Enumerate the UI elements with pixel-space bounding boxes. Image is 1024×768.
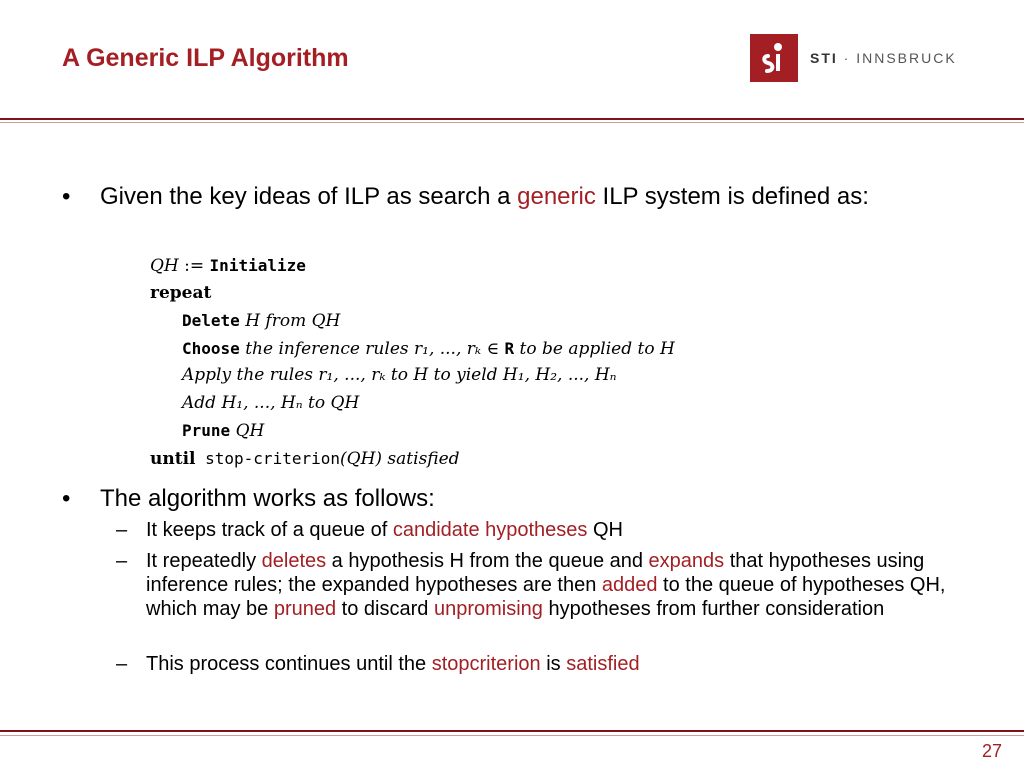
bullet-dot: • (62, 183, 71, 210)
algo-text: QH (230, 421, 265, 441)
algo-var: QH (150, 256, 179, 276)
bullet-text (100, 184, 942, 210)
subbullet-text-part: to the queue of hypotheses QH, which may be (146, 574, 946, 620)
footer-rule-thin (0, 735, 1024, 736)
bullet-dot: • (62, 485, 71, 512)
algo-text: Add H₁, ..., Hₙ to QH (182, 392, 360, 413)
subbullet-queue (116, 518, 966, 542)
algo-line-add (150, 390, 790, 418)
algo-line-prune (150, 417, 790, 445)
algo-line-apply (150, 362, 790, 390)
header-rule (0, 118, 1024, 120)
subbullet-text-part: hypotheses from further consideration (542, 598, 885, 620)
highlight-unpromising: unpromising (433, 598, 543, 620)
subbullet-dash: – (116, 519, 128, 541)
algo-text: satisfied (382, 448, 460, 469)
highlight-deletes: deletes (261, 550, 327, 572)
page-number: 27 (981, 741, 1002, 761)
bullet-text-part: ILP system is defined as: (595, 183, 869, 210)
subbullet-repeatedly (116, 549, 966, 621)
bullet-text: The algorithm works as follows: (100, 485, 435, 512)
algo-keyword: Choose (182, 338, 240, 358)
algo-assign: := (178, 256, 210, 276)
algo-text: Apply the rules r₁, ..., rₖ to H to yield H₁, H₂, ..., Hₙ (182, 365, 617, 385)
algo-keyword: Initialize (209, 256, 306, 275)
highlight-pruned: pruned (273, 598, 337, 620)
subbullet-text-part: It keeps track of a queue of (146, 519, 393, 541)
subbullet-text (146, 549, 966, 621)
bullet-text-part: Given the key ideas of ILP as search a (100, 183, 518, 210)
subbullet-text-part: that hypotheses using inference rules; the expanded hypotheses are then (146, 550, 925, 596)
bullet-generic-ilp (62, 184, 942, 210)
header-rule-thin (0, 122, 1024, 123)
highlight-generic: generic (517, 183, 596, 210)
subbullet-text-part: This process continues until the (146, 653, 432, 675)
subbullet-text-part: a hypothesis H from the queue and (326, 550, 649, 572)
sti-innsbruck-logo (750, 34, 957, 82)
algo-keyword: Delete (182, 311, 240, 330)
subbullet-text-part: to discard (336, 598, 434, 620)
footer-rule (0, 730, 1024, 732)
subbullet-process (116, 652, 966, 676)
subbullet-dash: – (116, 653, 128, 675)
slide-title: A Generic ILP Algorithm (62, 44, 349, 72)
highlight-candidate-hypotheses: candidate hypotheses (392, 519, 588, 541)
algo-keyword: Prune (182, 421, 231, 440)
highlight-added: added (601, 574, 658, 596)
algo-text: the inference rules r₁, ..., rₖ ∈ (239, 338, 505, 359)
sti-logo-icon (750, 34, 798, 82)
algo-text: H from QH (239, 311, 341, 331)
algo-function: stop-criterion (195, 448, 340, 468)
algo-arg: (QH) (340, 448, 383, 469)
algo-line-repeat (150, 280, 790, 308)
logo-brand: STI (810, 50, 838, 66)
highlight-expands: expands (648, 550, 725, 572)
subbullet-text (146, 652, 966, 676)
algo-line-delete (150, 307, 790, 335)
bullet-algorithm-works (62, 486, 942, 512)
algo-keyword: until (150, 448, 196, 469)
subbullet-text-part: It repeatedly (146, 550, 262, 572)
ilp-algorithm (150, 252, 790, 472)
highlight-stopcriterion: stopcriterion (431, 653, 541, 675)
algo-line-choose (150, 335, 790, 363)
logo-wordmark (810, 50, 957, 66)
subbullet-text-part: is (540, 653, 567, 675)
algo-line-until (150, 445, 790, 473)
highlight-satisfied: satisfied (566, 653, 640, 675)
algo-keyword: repeat (150, 282, 212, 303)
logo-name: INNSBRUCK (856, 50, 957, 66)
algo-line-initialize (150, 252, 790, 280)
algo-set: R (504, 338, 515, 358)
subbullet-dash: – (116, 550, 128, 572)
subbullet-text (146, 518, 966, 542)
subbullet-text-part: QH (587, 519, 623, 541)
logo-separator: · (837, 50, 857, 66)
algo-text: to be applied to H (514, 338, 675, 359)
